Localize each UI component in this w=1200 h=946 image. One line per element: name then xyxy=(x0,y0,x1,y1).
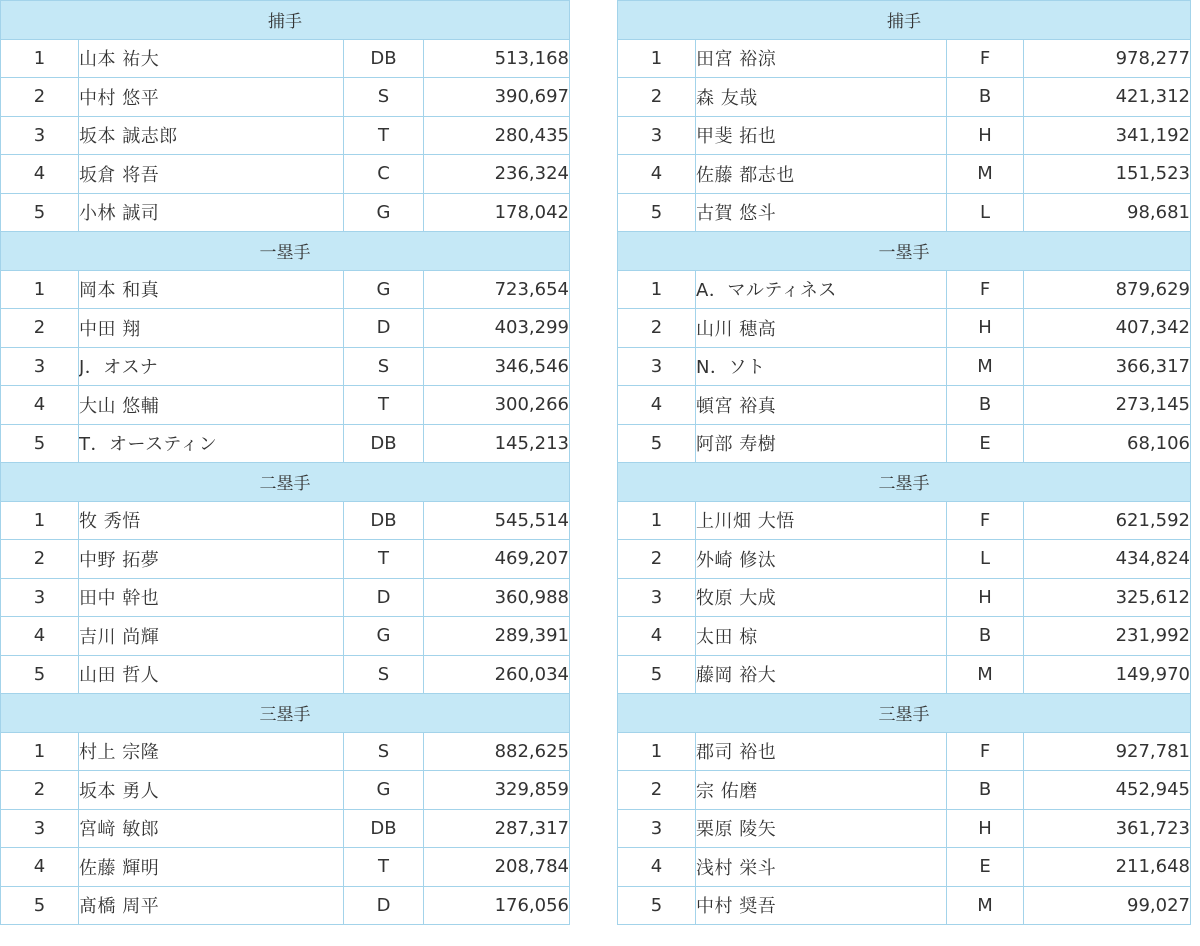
rank-cell: 2 xyxy=(1,78,79,117)
votes-cell: 723,654 xyxy=(424,270,570,309)
votes-cell: 325,612 xyxy=(1024,578,1191,617)
team-cell: T xyxy=(344,386,424,425)
table-row xyxy=(1,155,570,194)
votes-cell: 208,784 xyxy=(424,848,570,887)
votes-cell: 329,859 xyxy=(424,771,570,810)
player-name-cell: T．オースティン xyxy=(79,424,344,463)
right-vote-table-body xyxy=(618,1,1191,925)
table-row xyxy=(618,771,1191,810)
team-cell: F xyxy=(947,732,1024,771)
rank-cell: 5 xyxy=(618,655,696,694)
votes-cell: 879,629 xyxy=(1024,270,1191,309)
table-row xyxy=(1,116,570,155)
player-name-cell: J．オスナ xyxy=(79,347,344,386)
player-name-cell: 中田 翔 xyxy=(79,309,344,348)
rank-cell: 5 xyxy=(1,655,79,694)
rank-cell: 1 xyxy=(618,732,696,771)
player-name-cell: 中野 拓夢 xyxy=(79,540,344,579)
player-name-cell: 中村 悠平 xyxy=(79,78,344,117)
rank-cell: 1 xyxy=(618,501,696,540)
table-row xyxy=(618,309,1191,348)
votes-cell: 151,523 xyxy=(1024,155,1191,194)
position-header-row xyxy=(1,463,570,502)
rank-cell: 1 xyxy=(618,270,696,309)
player-name-cell: 阿部 寿樹 xyxy=(696,424,947,463)
team-cell: G xyxy=(344,270,424,309)
table-row xyxy=(618,116,1191,155)
rank-cell: 1 xyxy=(1,501,79,540)
team-cell: S xyxy=(344,78,424,117)
rank-cell: 3 xyxy=(1,116,79,155)
rank-cell: 2 xyxy=(618,309,696,348)
position-header-row xyxy=(618,1,1191,40)
table-row xyxy=(1,886,570,925)
table-row xyxy=(1,578,570,617)
rank-cell: 4 xyxy=(1,155,79,194)
votes-cell: 390,697 xyxy=(424,78,570,117)
votes-cell: 99,027 xyxy=(1024,886,1191,925)
team-cell: F xyxy=(947,501,1024,540)
table-row xyxy=(1,848,570,887)
team-cell: S xyxy=(344,655,424,694)
team-cell: M xyxy=(947,886,1024,925)
position-header-row xyxy=(618,463,1191,502)
team-cell: DB xyxy=(344,501,424,540)
player-name-cell: 森 友哉 xyxy=(696,78,947,117)
table-row xyxy=(618,270,1191,309)
votes-cell: 407,342 xyxy=(1024,309,1191,348)
table-row xyxy=(1,347,570,386)
team-cell: S xyxy=(344,732,424,771)
player-name-cell: 上川畑 大悟 xyxy=(696,501,947,540)
team-cell: H xyxy=(947,309,1024,348)
player-name-cell: 坂本 誠志郎 xyxy=(79,116,344,155)
rank-cell: 3 xyxy=(618,809,696,848)
table-row xyxy=(618,155,1191,194)
position-header: 一塁手 xyxy=(618,232,1191,271)
team-cell: T xyxy=(344,848,424,887)
rank-cell: 2 xyxy=(1,771,79,810)
votes-cell: 469,207 xyxy=(424,540,570,579)
table-row xyxy=(1,270,570,309)
table-row xyxy=(618,39,1191,78)
team-cell: T xyxy=(344,116,424,155)
team-cell: B xyxy=(947,78,1024,117)
rank-cell: 2 xyxy=(618,78,696,117)
table-row xyxy=(1,809,570,848)
position-header: 一塁手 xyxy=(1,232,570,271)
position-header: 二塁手 xyxy=(618,463,1191,502)
player-name-cell: 頓宮 裕真 xyxy=(696,386,947,425)
rank-cell: 5 xyxy=(618,193,696,232)
table-row xyxy=(1,78,570,117)
votes-cell: 287,317 xyxy=(424,809,570,848)
player-name-cell: 甲斐 拓也 xyxy=(696,116,947,155)
team-cell: G xyxy=(344,617,424,656)
votes-cell: 178,042 xyxy=(424,193,570,232)
votes-cell: 978,277 xyxy=(1024,39,1191,78)
votes-cell: 434,824 xyxy=(1024,540,1191,579)
team-cell: D xyxy=(344,578,424,617)
votes-cell: 452,945 xyxy=(1024,771,1191,810)
votes-cell: 231,992 xyxy=(1024,617,1191,656)
table-row xyxy=(618,809,1191,848)
left-vote-table-body xyxy=(1,1,570,925)
rank-cell: 1 xyxy=(1,732,79,771)
team-cell: E xyxy=(947,424,1024,463)
player-name-cell: 郡司 裕也 xyxy=(696,732,947,771)
table-row xyxy=(618,424,1191,463)
player-name-cell: 小林 誠司 xyxy=(79,193,344,232)
table-row xyxy=(1,424,570,463)
rank-cell: 3 xyxy=(618,116,696,155)
votes-cell: 361,723 xyxy=(1024,809,1191,848)
team-cell: H xyxy=(947,116,1024,155)
votes-cell: 421,312 xyxy=(1024,78,1191,117)
player-name-cell: 山川 穂高 xyxy=(696,309,947,348)
position-header-row xyxy=(1,232,570,271)
player-name-cell: 吉川 尚輝 xyxy=(79,617,344,656)
position-header: 捕手 xyxy=(1,1,570,40)
rank-cell: 4 xyxy=(618,848,696,887)
team-cell: L xyxy=(947,193,1024,232)
player-name-cell: 太田 椋 xyxy=(696,617,947,656)
votes-cell: 176,056 xyxy=(424,886,570,925)
votes-cell: 300,266 xyxy=(424,386,570,425)
player-name-cell: 牧原 大成 xyxy=(696,578,947,617)
team-cell: F xyxy=(947,270,1024,309)
table-row xyxy=(618,347,1191,386)
player-name-cell: 藤岡 裕大 xyxy=(696,655,947,694)
player-name-cell: 中村 奨吾 xyxy=(696,886,947,925)
votes-cell: 513,168 xyxy=(424,39,570,78)
table-row xyxy=(1,540,570,579)
table-row xyxy=(1,732,570,771)
votes-cell: 346,546 xyxy=(424,347,570,386)
team-cell: B xyxy=(947,617,1024,656)
table-row xyxy=(1,771,570,810)
votes-cell: 149,970 xyxy=(1024,655,1191,694)
player-name-cell: 岡本 和真 xyxy=(79,270,344,309)
player-name-cell: 山本 祐大 xyxy=(79,39,344,78)
team-cell: DB xyxy=(344,39,424,78)
team-cell: G xyxy=(344,193,424,232)
rank-cell: 3 xyxy=(1,809,79,848)
votes-cell: 289,391 xyxy=(424,617,570,656)
votes-cell: 882,625 xyxy=(424,732,570,771)
player-name-cell: 浅村 栄斗 xyxy=(696,848,947,887)
rank-cell: 2 xyxy=(1,309,79,348)
table-row xyxy=(1,655,570,694)
team-cell: L xyxy=(947,540,1024,579)
player-name-cell: 山田 哲人 xyxy=(79,655,344,694)
table-row xyxy=(1,617,570,656)
team-cell: B xyxy=(947,771,1024,810)
player-name-cell: 田宮 裕涼 xyxy=(696,39,947,78)
player-name-cell: 古賀 悠斗 xyxy=(696,193,947,232)
player-name-cell: 大山 悠輔 xyxy=(79,386,344,425)
rank-cell: 4 xyxy=(1,617,79,656)
team-cell: DB xyxy=(344,809,424,848)
player-name-cell: N．ソト xyxy=(696,347,947,386)
position-header: 三塁手 xyxy=(618,694,1191,733)
votes-cell: 211,648 xyxy=(1024,848,1191,887)
rank-cell: 1 xyxy=(1,39,79,78)
position-header: 捕手 xyxy=(618,1,1191,40)
rank-cell: 4 xyxy=(618,617,696,656)
team-cell: B xyxy=(947,386,1024,425)
rank-cell: 2 xyxy=(1,540,79,579)
team-cell: C xyxy=(344,155,424,194)
votes-cell: 366,317 xyxy=(1024,347,1191,386)
player-name-cell: 佐藤 都志也 xyxy=(696,155,947,194)
rank-cell: 3 xyxy=(1,347,79,386)
table-row xyxy=(618,578,1191,617)
position-header: 二塁手 xyxy=(1,463,570,502)
player-name-cell: 坂本 勇人 xyxy=(79,771,344,810)
rank-cell: 1 xyxy=(618,39,696,78)
team-cell: D xyxy=(344,886,424,925)
team-cell: S xyxy=(344,347,424,386)
table-row xyxy=(618,540,1191,579)
table-row xyxy=(618,732,1191,771)
player-name-cell: 髙橋 周平 xyxy=(79,886,344,925)
team-cell: H xyxy=(947,809,1024,848)
table-row xyxy=(1,386,570,425)
votes-cell: 236,324 xyxy=(424,155,570,194)
votes-cell: 280,435 xyxy=(424,116,570,155)
team-cell: D xyxy=(344,309,424,348)
right-vote-table xyxy=(617,0,1191,925)
table-row xyxy=(1,193,570,232)
table-row xyxy=(618,848,1191,887)
rank-cell: 5 xyxy=(618,424,696,463)
position-header-row xyxy=(618,694,1191,733)
table-row xyxy=(618,193,1191,232)
table-row xyxy=(1,309,570,348)
player-name-cell: 田中 幹也 xyxy=(79,578,344,617)
rank-cell: 4 xyxy=(618,155,696,194)
team-cell: M xyxy=(947,655,1024,694)
table-row xyxy=(618,501,1191,540)
rank-cell: 2 xyxy=(618,540,696,579)
votes-cell: 273,145 xyxy=(1024,386,1191,425)
position-header-row xyxy=(1,1,570,40)
votes-cell: 927,781 xyxy=(1024,732,1191,771)
team-cell: DB xyxy=(344,424,424,463)
rank-cell: 5 xyxy=(1,424,79,463)
team-cell: M xyxy=(947,347,1024,386)
rank-cell: 4 xyxy=(1,848,79,887)
votes-cell: 545,514 xyxy=(424,501,570,540)
rank-cell: 5 xyxy=(618,886,696,925)
rank-cell: 1 xyxy=(1,270,79,309)
votes-cell: 621,592 xyxy=(1024,501,1191,540)
votes-cell: 260,034 xyxy=(424,655,570,694)
player-name-cell: 牧 秀悟 xyxy=(79,501,344,540)
votes-cell: 403,299 xyxy=(424,309,570,348)
rank-cell: 3 xyxy=(618,347,696,386)
table-row xyxy=(1,501,570,540)
rank-cell: 2 xyxy=(618,771,696,810)
table-row xyxy=(618,386,1191,425)
rank-cell: 4 xyxy=(618,386,696,425)
player-name-cell: 栗原 陵矢 xyxy=(696,809,947,848)
votes-cell: 360,988 xyxy=(424,578,570,617)
rank-cell: 3 xyxy=(1,578,79,617)
player-name-cell: A．マルティネス xyxy=(696,270,947,309)
player-name-cell: 宗 佑磨 xyxy=(696,771,947,810)
position-header: 三塁手 xyxy=(1,694,570,733)
rank-cell: 4 xyxy=(1,386,79,425)
table-row xyxy=(1,39,570,78)
player-name-cell: 宮﨑 敏郎 xyxy=(79,809,344,848)
position-header-row xyxy=(618,232,1191,271)
votes-cell: 98,681 xyxy=(1024,193,1191,232)
table-row xyxy=(618,886,1191,925)
position-header-row xyxy=(1,694,570,733)
votes-cell: 68,106 xyxy=(1024,424,1191,463)
team-cell: H xyxy=(947,578,1024,617)
table-row xyxy=(618,78,1191,117)
team-cell: T xyxy=(344,540,424,579)
team-cell: M xyxy=(947,155,1024,194)
player-name-cell: 坂倉 将吾 xyxy=(79,155,344,194)
left-vote-table xyxy=(0,0,570,925)
votes-cell: 145,213 xyxy=(424,424,570,463)
player-name-cell: 外崎 修汰 xyxy=(696,540,947,579)
votes-cell: 341,192 xyxy=(1024,116,1191,155)
table-row xyxy=(618,655,1191,694)
table-row xyxy=(618,617,1191,656)
team-cell: F xyxy=(947,39,1024,78)
team-cell: G xyxy=(344,771,424,810)
rank-cell: 5 xyxy=(1,193,79,232)
rank-cell: 3 xyxy=(618,578,696,617)
rank-cell: 5 xyxy=(1,886,79,925)
team-cell: E xyxy=(947,848,1024,887)
player-name-cell: 佐藤 輝明 xyxy=(79,848,344,887)
player-name-cell: 村上 宗隆 xyxy=(79,732,344,771)
